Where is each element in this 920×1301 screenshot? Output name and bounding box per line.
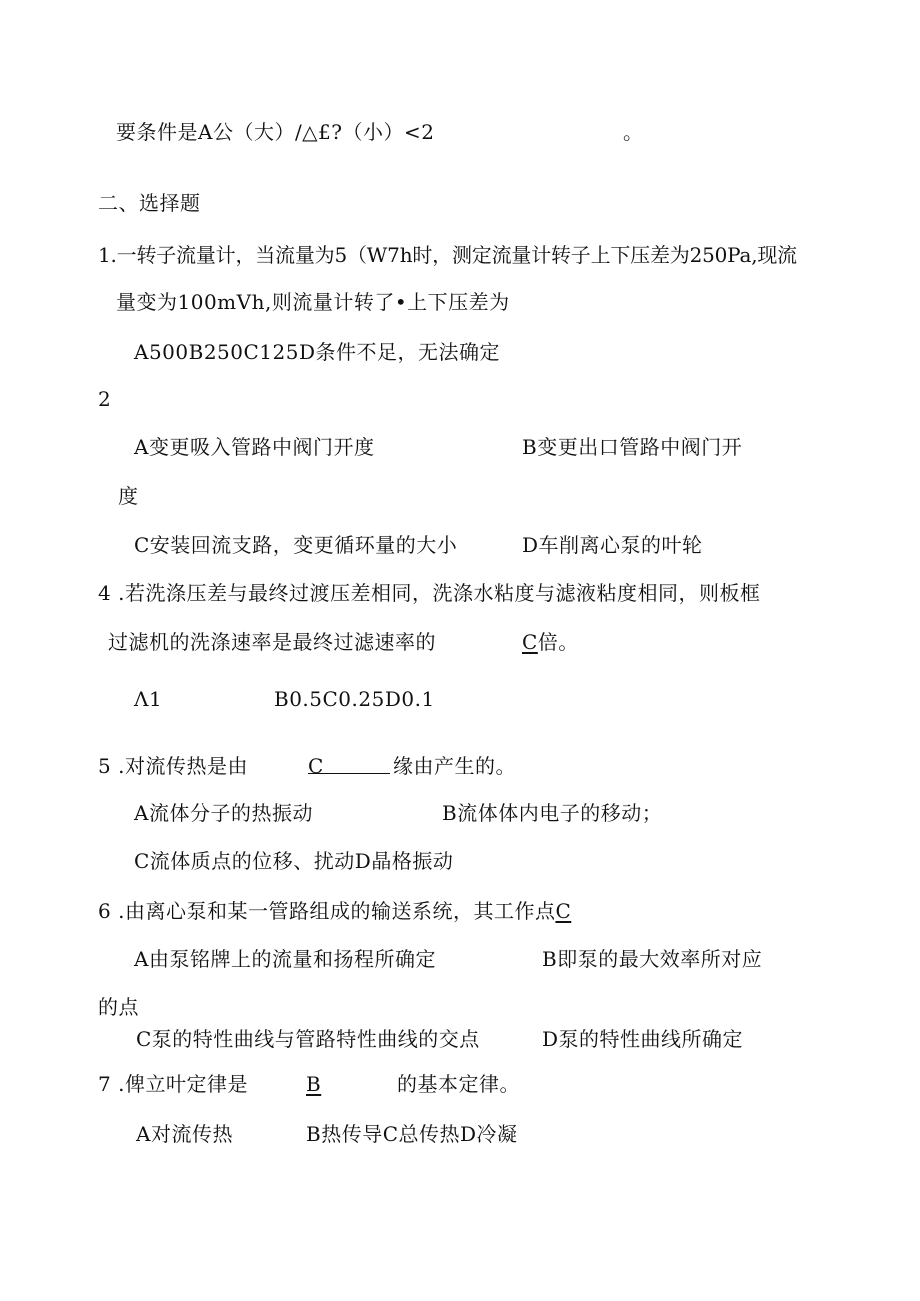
question-4-answer: C [522,630,538,654]
section-heading: 二、选择题 [98,191,201,215]
question-6-line [98,898,571,924]
question-2-option-a: A变更吸入管路中阀门开度 [134,435,375,459]
question-6-option-a: A由泵铭牌上的流量和扬程所确定 [134,947,436,971]
question-7-answer-wrap [306,1071,321,1097]
question-6-answer: C [555,899,572,923]
question-6-option-b-continued: 的点 [98,995,139,1019]
question-5-option-b: B流体体内电子的移动； [442,801,663,825]
answer-blank [308,753,390,778]
question-5-prefix: 5 .对流传热是由 [98,754,248,778]
question-4-option-a: Λ1 [134,687,163,711]
question-2-option-c: C安装回流支路，变更循环量的大小 [134,533,458,557]
question-5-options-cd: C流体质点的位移、扰动D晶格振动 [134,849,454,873]
question-6-option-b: B即泵的最大效率所对应 [542,947,763,971]
condition-period: 。 [623,120,644,144]
question-5-suffix: 缘由产生的。 [393,754,516,778]
question-7-prefix: 7 .俾立叶定律是 [98,1072,248,1096]
question-7-options-bcd: B热传导C总传热D冷凝 [306,1122,518,1146]
question-5-blank [308,753,390,779]
question-4-suffix: 倍。 [537,630,579,654]
question-2-number: 2 [98,387,112,411]
question-4-options-bcd: B0.5C0.25D0.1 [274,687,435,711]
question-7-option-a: A对流传热 [136,1122,233,1146]
question-4-answer-line [522,629,579,655]
question-5-option-a: A流体分子的热振动 [134,801,313,825]
question-5-answer: C [308,754,324,778]
question-7-suffix: 的基本定律。 [397,1072,520,1096]
question-4-line-2: 过滤机的洗涤速率是最终过滤速率的 [108,630,436,654]
condition-text: 要条件是A公（大）/△£?（小）<2 [116,120,435,144]
question-7-answer: B [306,1072,322,1096]
question-1-line-2: 量变为100mVh,则流量计转了•上下压差为 [116,290,510,314]
question-1-line-1: 1.一转子流量计，当流量为5（W7h时，测定流量计转子上下压差为250Pa,现流 [98,243,797,267]
question-2-option-b-continued: 度 [118,484,139,508]
question-6-prefix: 6 .由离心泵和某一管路组成的输送系统，其工作点 [98,899,556,923]
question-2-option-b: B变更出口管路中阀门开 [522,435,743,459]
question-2-option-d: D车削离心泵的叶轮 [522,533,703,557]
question-6-option-d: D泵的特性曲线所确定 [542,1027,744,1051]
condition-line [116,119,435,145]
question-1-options: A500B250C125D条件不足，无法确定 [134,340,500,364]
question-4-line-1: 4 .若洗涤压差与最终过渡压差相同，洗涤水粘度与滤液粘度相同，则板框 [98,581,761,605]
question-6-option-c: C泵的特性曲线与管路特性曲线的交点 [136,1027,480,1051]
